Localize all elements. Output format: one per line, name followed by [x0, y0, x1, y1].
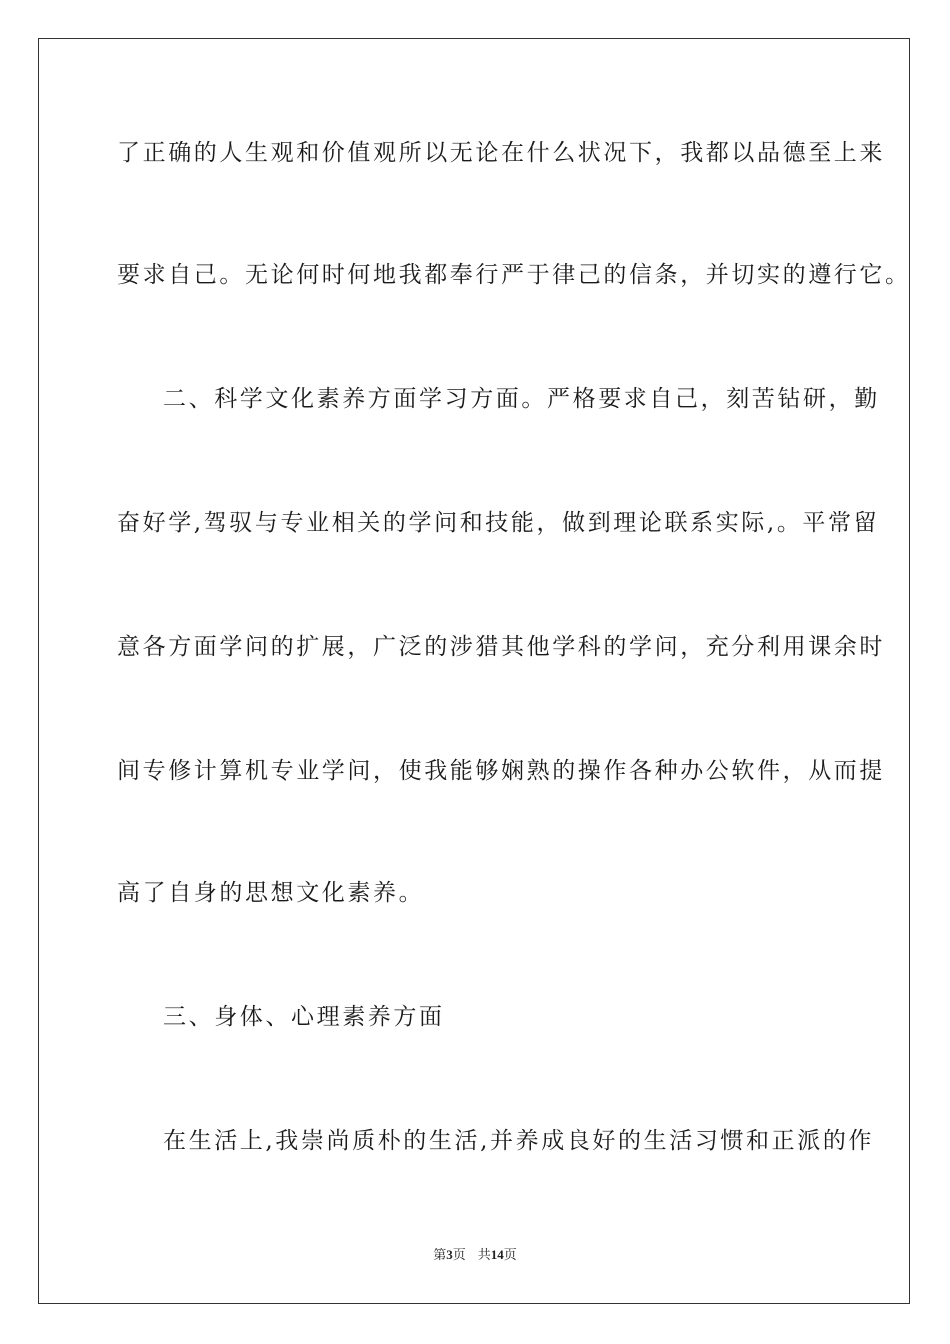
body-text-line: 间专修计算机专业学问，使我能够娴熟的操作各种办公软件，从而提 — [117, 758, 885, 784]
page-prefix: 第 — [433, 1247, 447, 1262]
page-unit: 页 — [452, 1247, 466, 1262]
body-text-line: 在生活上,我崇尚质朴的生活,并养成良好的生活习惯和正派的作 — [163, 1128, 875, 1154]
current-page-number: 3 — [446, 1247, 453, 1262]
section-heading-health: 三、身体、心理素养方面 — [163, 1004, 445, 1030]
body-text-line: 高了自身的思想文化素养。 — [117, 880, 425, 906]
body-text-line: 意各方面学问的扩展，广泛的涉猎其他学科的学问，充分利用课余时 — [117, 634, 885, 660]
total-prefix: 共 — [477, 1247, 491, 1262]
total-page-count: 14 — [490, 1247, 504, 1262]
page-border — [38, 38, 910, 1304]
page-footer — [0, 1246, 950, 1264]
body-text-line: 了正确的人生观和价值观所以无论在什么状况下，我都以品德至上来 — [117, 140, 885, 166]
section-heading-science: 二、科学文化素养方面学习方面。严格要求自己，刻苦钻研，勤 — [163, 386, 880, 412]
body-text-line: 要求自己。无论何时何地我都奉行严于律己的信条，并切实的遵行它。 — [117, 262, 911, 288]
body-text-line: 奋好学,驾驭与专业相关的学问和技能，做到理论联系实际,。平常留 — [117, 510, 880, 536]
total-unit: 页 — [503, 1247, 517, 1262]
